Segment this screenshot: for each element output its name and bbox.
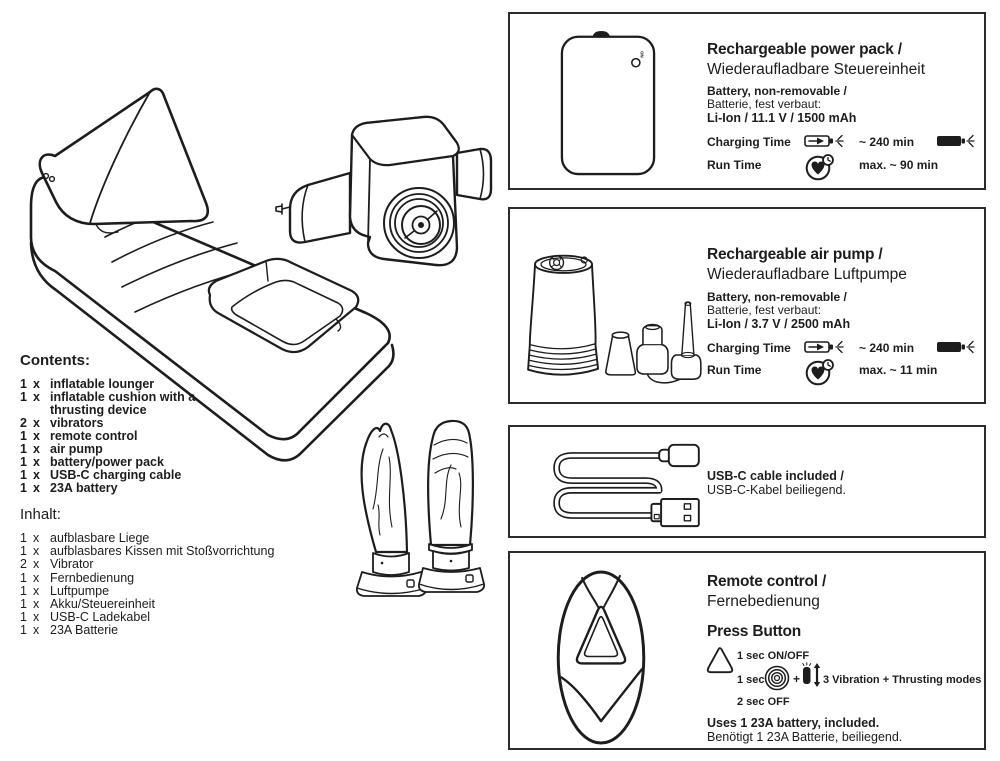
row-modes-plus: +: [793, 672, 801, 686]
charging-time-label: Charging Time: [707, 341, 791, 355]
contents-title: Contents:: [20, 352, 90, 369]
panel-title-de: Wiederaufladbare Luftpumpe: [707, 265, 907, 283]
pump-adapter-nozzle: [637, 326, 668, 374]
pump-needle-nozzle: [671, 355, 700, 379]
row-modes-pre: 1 sec: [737, 674, 765, 686]
list-item: 1 x 23A Batterie: [20, 623, 119, 638]
thrusting-cushion-device: [276, 117, 491, 265]
press-button-heading: Press Button: [707, 623, 802, 640]
remote-battery-en: Uses 1 23A battery, included.: [707, 716, 880, 730]
run-time-label: Run Time: [707, 158, 762, 172]
list-item: 2 x vibrators: [20, 416, 104, 430]
power-button-label: ON: [639, 51, 645, 58]
contents-list-de: [20, 506, 350, 638]
panel-title-de: Wiederaufladbare Steuereinheit: [707, 60, 925, 78]
list-item: 1 x aufblasbares Kissen mit Stoßvorrichtung: [20, 544, 275, 559]
list-item: 1 x Fernbedienung: [20, 570, 135, 585]
run-time-value: max. ~ 11 min: [859, 363, 938, 377]
charging-time-row: [707, 339, 997, 361]
air-pump-illustration: [516, 247, 706, 387]
battery-note-de: Batterie, fest verbaut:: [707, 303, 822, 317]
list-item: 1 x aufblasbare Liege: [20, 531, 150, 545]
list-item: 1 x Luftpumpe: [20, 583, 110, 598]
panel-usb-cable: [508, 425, 986, 538]
charging-time-value: ~ 240 min: [859, 135, 915, 149]
list-item: 1 x remote control: [20, 429, 138, 443]
panel-title-en: Remote control /: [707, 573, 827, 590]
list-item: 1 x 23A battery: [20, 481, 118, 495]
row-on-off: 1 sec ON/OFF: [737, 650, 810, 662]
list-item: 1 x USB-C Ladekabel: [20, 610, 151, 625]
remote-battery-de: Benötigt 1 23A Batterie, beiliegend.: [707, 730, 903, 744]
run-time-label: Run Time: [707, 363, 762, 377]
list-item: 1 x air pump: [20, 442, 103, 456]
charging-time-row: [707, 133, 997, 155]
cable-title-de: USB-C-Kabel beiliegend.: [707, 483, 846, 497]
row-modes-label: 3 Vibration + Thrusting modes: [823, 674, 982, 686]
remote-illustration: [554, 566, 650, 749]
charging-time-label: Charging Time: [707, 135, 791, 149]
inhalt-title: Inhalt:: [20, 506, 61, 523]
list-item: 1 x battery/power pack: [20, 455, 164, 469]
battery-note-en: Battery, non-removable /: [707, 290, 847, 304]
pump-cone-nozzle: [606, 335, 636, 375]
battery-note-en: Battery, non-removable /: [707, 84, 847, 98]
vibrator-left: [357, 424, 426, 596]
battery-charging-icon: [804, 133, 848, 149]
vibrator-arrow-icon: [801, 662, 823, 688]
wedge-pillow: [40, 89, 208, 233]
heart-clock-icon: [804, 357, 836, 386]
battery-full-icon: [936, 339, 978, 355]
panel-title-de: Fernebedienung: [707, 592, 820, 610]
panel-air-pump: [508, 207, 986, 404]
heart-clock-icon: [804, 152, 836, 181]
run-time-row: [707, 361, 997, 383]
power-pack-illustration: [560, 28, 656, 178]
charging-time-value: ~ 240 min: [859, 341, 915, 355]
battery-spec: Li-Ion / 11.1 V / 1500 mAh: [707, 111, 857, 125]
usb-cable-illustration: [537, 440, 702, 529]
list-item: 1 x USB-C charging cable: [20, 468, 182, 482]
battery-spec: Li-Ion / 3.7 V / 2500 mAh: [707, 317, 851, 331]
panel-power-pack: [508, 12, 986, 190]
cable-title-en: USB-C cable included /: [707, 469, 844, 483]
run-time-value: max. ~ 90 min: [859, 158, 939, 172]
battery-charging-icon: [804, 339, 848, 355]
panel-remote-control: [508, 551, 986, 750]
triangle-button-icon: [705, 645, 735, 674]
battery-note-de: Batterie, fest verbaut:: [707, 97, 822, 111]
run-time-row: [707, 156, 997, 178]
battery-full-icon: [936, 133, 978, 149]
vibration-rings-icon: [764, 665, 790, 691]
panel-title-en: Rechargeable air pump /: [707, 246, 883, 263]
list-item: 1 x inflatable cushion with a thrusting device: [20, 390, 196, 417]
vibrator-right: [419, 421, 484, 592]
list-item: 2 x Vibrator: [20, 557, 94, 572]
contents-list-en: [20, 352, 250, 495]
row-off: 2 sec OFF: [737, 696, 790, 708]
panel-title-en: Rechargeable power pack /: [707, 41, 902, 58]
list-item: 1 x inflatable lounger: [20, 377, 155, 391]
list-item: 1 x Akku/Steuereinheit: [20, 597, 155, 612]
